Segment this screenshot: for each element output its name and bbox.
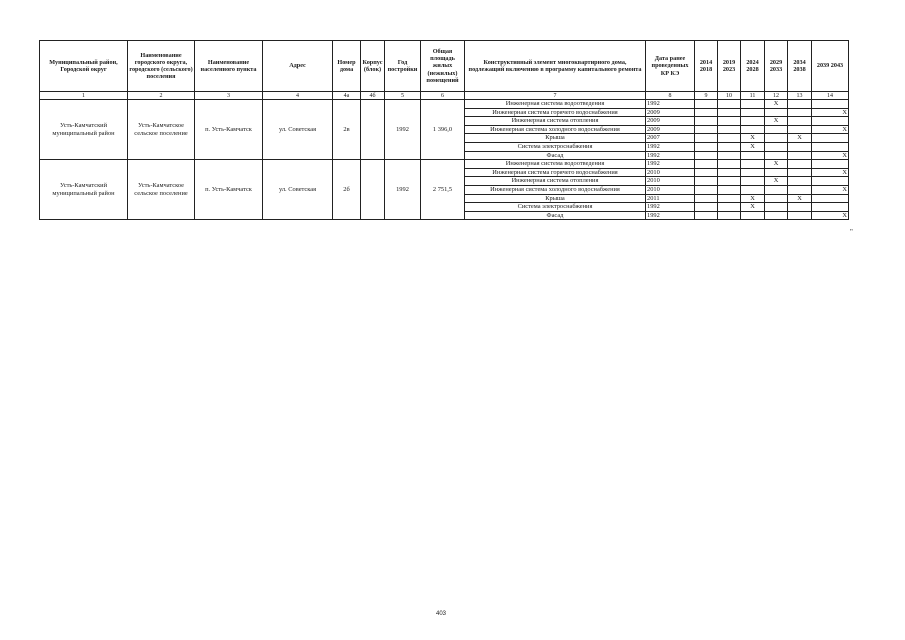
mark-2024-2028 xyxy=(741,108,765,117)
building-house-number-cell: 2в xyxy=(333,100,361,160)
mark-2029-2033 xyxy=(765,211,788,220)
mark-2019-2023 xyxy=(718,108,741,117)
header-cell: Наименование населенного пункта xyxy=(195,41,263,92)
mark-2019-2023 xyxy=(718,134,741,143)
mark-2024-2028: X xyxy=(741,134,765,143)
mark-2039-2043 xyxy=(812,177,849,186)
prior-repair-date-cell: 2011 xyxy=(646,194,695,203)
prior-repair-date-cell: 2010 xyxy=(646,177,695,186)
mark-2034-2038 xyxy=(788,160,812,169)
element-name-cell: Инженерная система холодного водоснабжения xyxy=(465,185,646,194)
table-row xyxy=(40,160,849,169)
mark-2029-2033 xyxy=(765,168,788,177)
header-cell: Корпус (блок) xyxy=(361,41,385,92)
prior-repair-date-cell: 1992 xyxy=(646,211,695,220)
header-cell: 2024 2028 xyxy=(741,41,765,92)
column-number: 4б xyxy=(361,92,385,100)
building-year-cell: 1992 xyxy=(385,100,421,160)
mark-2024-2028 xyxy=(741,211,765,220)
header-cell: Год постройки xyxy=(385,41,421,92)
column-number: 6 xyxy=(421,92,465,100)
element-name-cell: Инженерная система отопления xyxy=(465,117,646,126)
column-number: 8 xyxy=(646,92,695,100)
header-cell: Муниципальный район, Городской округ xyxy=(40,41,128,92)
element-name-cell: Инженерная система водоотведения xyxy=(465,100,646,109)
mark-2014-2018 xyxy=(695,177,718,186)
prior-repair-date-cell: 2009 xyxy=(646,117,695,126)
header-cell: Общая площадь жилых (нежилых) помещений xyxy=(421,41,465,92)
mark-2029-2033 xyxy=(765,125,788,134)
column-number: 4а xyxy=(333,92,361,100)
prior-repair-date-cell: 2009 xyxy=(646,108,695,117)
mark-2039-2043 xyxy=(812,203,849,212)
mark-2019-2023 xyxy=(718,100,741,109)
building-block-cell xyxy=(361,160,385,220)
mark-2039-2043: X xyxy=(812,125,849,134)
building-block-cell xyxy=(361,100,385,160)
header-row xyxy=(40,41,849,92)
mark-2024-2028 xyxy=(741,151,765,160)
mark-2039-2043: X xyxy=(812,108,849,117)
prior-repair-date-cell: 2010 xyxy=(646,185,695,194)
mark-2014-2018 xyxy=(695,168,718,177)
building-house-number-cell: 2б xyxy=(333,160,361,220)
mark-2014-2018 xyxy=(695,108,718,117)
element-name-cell: Фасад xyxy=(465,151,646,160)
element-name-cell: Инженерная система горячего водоснабжения xyxy=(465,168,646,177)
column-number: 11 xyxy=(741,92,765,100)
header-cell: Номер дома xyxy=(333,41,361,92)
building-address-cell: ул. Советская xyxy=(263,160,333,220)
header-cell: Наименование городского округа, городского (сельского) поселения xyxy=(128,41,195,92)
mark-2014-2018 xyxy=(695,117,718,126)
column-number: 12 xyxy=(765,92,788,100)
building-address-cell: ул. Советская xyxy=(263,100,333,160)
prior-repair-date-cell: 2007 xyxy=(646,134,695,143)
element-name-cell: Инженерная система водоотведения xyxy=(465,160,646,169)
element-name-cell: Система электроснабжения xyxy=(465,142,646,151)
header-cell: 2039 2043 xyxy=(812,41,849,92)
mark-2019-2023 xyxy=(718,160,741,169)
mark-2034-2038 xyxy=(788,185,812,194)
capital-repair-table xyxy=(39,40,849,220)
element-name-cell: Крыша xyxy=(465,194,646,203)
header-cell: Адрес xyxy=(263,41,333,92)
element-name-cell: Система электроснабжения xyxy=(465,203,646,212)
mark-2034-2038 xyxy=(788,203,812,212)
mark-2024-2028 xyxy=(741,185,765,194)
mark-2029-2033: X xyxy=(765,177,788,186)
mark-2024-2028: X xyxy=(741,203,765,212)
prior-repair-date-cell: 2010 xyxy=(646,168,695,177)
mark-2029-2033 xyxy=(765,194,788,203)
column-number: 9 xyxy=(695,92,718,100)
mark-2014-2018 xyxy=(695,125,718,134)
building-area-cell: 1 396,0 xyxy=(421,100,465,160)
header-cell: Дата ранее проведенных КР КЭ xyxy=(646,41,695,92)
mark-2019-2023 xyxy=(718,142,741,151)
header-cell: 2014 2018 xyxy=(695,41,718,92)
column-number: 13 xyxy=(788,92,812,100)
mark-2029-2033 xyxy=(765,142,788,151)
mark-2019-2023 xyxy=(718,177,741,186)
mark-2039-2043 xyxy=(812,194,849,203)
header-cell: 2029 2033 xyxy=(765,41,788,92)
mark-2014-2018 xyxy=(695,185,718,194)
mark-2039-2043 xyxy=(812,160,849,169)
mark-2014-2018 xyxy=(695,194,718,203)
mark-2039-2043 xyxy=(812,134,849,143)
page-number: 403 xyxy=(436,611,447,617)
mark-2039-2043: X xyxy=(812,151,849,160)
mark-2029-2033 xyxy=(765,151,788,160)
column-number: 3 xyxy=(195,92,263,100)
mark-2019-2023 xyxy=(718,151,741,160)
trailing-quote-mark: " xyxy=(850,228,853,236)
mark-2024-2028: X xyxy=(741,142,765,151)
building-settlement-cell: Усть-Камчатское сельское поселение xyxy=(128,160,195,220)
mark-2014-2018 xyxy=(695,142,718,151)
mark-2034-2038 xyxy=(788,117,812,126)
mark-2024-2028 xyxy=(741,100,765,109)
mark-2039-2043: X xyxy=(812,185,849,194)
mark-2029-2033 xyxy=(765,185,788,194)
prior-repair-date-cell: 1992 xyxy=(646,160,695,169)
element-name-cell: Инженерная система холодного водоснабжения xyxy=(465,125,646,134)
mark-2014-2018 xyxy=(695,100,718,109)
column-number-row xyxy=(40,92,849,100)
prior-repair-date-cell: 2009 xyxy=(646,125,695,134)
building-district-cell: Усть-Камчатский муниципальный район xyxy=(40,160,128,220)
mark-2029-2033 xyxy=(765,134,788,143)
element-name-cell: Инженерная система отопления xyxy=(465,177,646,186)
building-area-cell: 2 751,5 xyxy=(421,160,465,220)
mark-2029-2033 xyxy=(765,203,788,212)
mark-2034-2038 xyxy=(788,151,812,160)
mark-2034-2038 xyxy=(788,168,812,177)
column-number: 10 xyxy=(718,92,741,100)
mark-2039-2043: X xyxy=(812,211,849,220)
column-number: 4 xyxy=(263,92,333,100)
building-settlement-cell: Усть-Камчатское сельское поселение xyxy=(128,100,195,160)
mark-2019-2023 xyxy=(718,194,741,203)
mark-2039-2043 xyxy=(812,117,849,126)
element-name-cell: Крыша xyxy=(465,134,646,143)
prior-repair-date-cell: 1992 xyxy=(646,203,695,212)
column-number: 7 xyxy=(465,92,646,100)
building-district-cell: Усть-Камчатский муниципальный район xyxy=(40,100,128,160)
mark-2019-2023 xyxy=(718,203,741,212)
table-row xyxy=(40,100,849,109)
building-locality-cell: п. Усть-Камчатск xyxy=(195,160,263,220)
mark-2014-2018 xyxy=(695,134,718,143)
column-number: 2 xyxy=(128,92,195,100)
mark-2034-2038 xyxy=(788,108,812,117)
prior-repair-date-cell: 1992 xyxy=(646,151,695,160)
mark-2019-2023 xyxy=(718,168,741,177)
column-number: 14 xyxy=(812,92,849,100)
mark-2019-2023 xyxy=(718,211,741,220)
mark-2039-2043 xyxy=(812,100,849,109)
element-name-cell: Инженерная система горячего водоснабжения xyxy=(465,108,646,117)
mark-2029-2033 xyxy=(765,108,788,117)
mark-2039-2043 xyxy=(812,142,849,151)
mark-2019-2023 xyxy=(718,125,741,134)
mark-2029-2033: X xyxy=(765,117,788,126)
mark-2039-2043: X xyxy=(812,168,849,177)
prior-repair-date-cell: 1992 xyxy=(646,142,695,151)
mark-2024-2028 xyxy=(741,177,765,186)
mark-2024-2028 xyxy=(741,168,765,177)
mark-2014-2018 xyxy=(695,203,718,212)
mark-2014-2018 xyxy=(695,211,718,220)
building-locality-cell: п. Усть-Камчатск xyxy=(195,100,263,160)
mark-2024-2028 xyxy=(741,160,765,169)
mark-2014-2018 xyxy=(695,151,718,160)
column-number: 5 xyxy=(385,92,421,100)
mark-2029-2033: X xyxy=(765,100,788,109)
mark-2034-2038: X xyxy=(788,134,812,143)
mark-2029-2033: X xyxy=(765,160,788,169)
header-cell: 2019 2023 xyxy=(718,41,741,92)
mark-2034-2038 xyxy=(788,100,812,109)
column-number: 1 xyxy=(40,92,128,100)
building-year-cell: 1992 xyxy=(385,160,421,220)
mark-2019-2023 xyxy=(718,185,741,194)
mark-2034-2038 xyxy=(788,125,812,134)
mark-2034-2038 xyxy=(788,211,812,220)
mark-2019-2023 xyxy=(718,117,741,126)
mark-2024-2028: X xyxy=(741,194,765,203)
prior-repair-date-cell: 1992 xyxy=(646,100,695,109)
header-cell: Конструктивный элемент многоквартирного дома, подлежащий включению в программу капитального ремонта xyxy=(465,41,646,92)
mark-2034-2038: X xyxy=(788,194,812,203)
mark-2024-2028 xyxy=(741,125,765,134)
mark-2024-2028 xyxy=(741,117,765,126)
element-name-cell: Фасад xyxy=(465,211,646,220)
mark-2034-2038 xyxy=(788,142,812,151)
header-cell: 2034 2038 xyxy=(788,41,812,92)
mark-2034-2038 xyxy=(788,177,812,186)
mark-2014-2018 xyxy=(695,160,718,169)
